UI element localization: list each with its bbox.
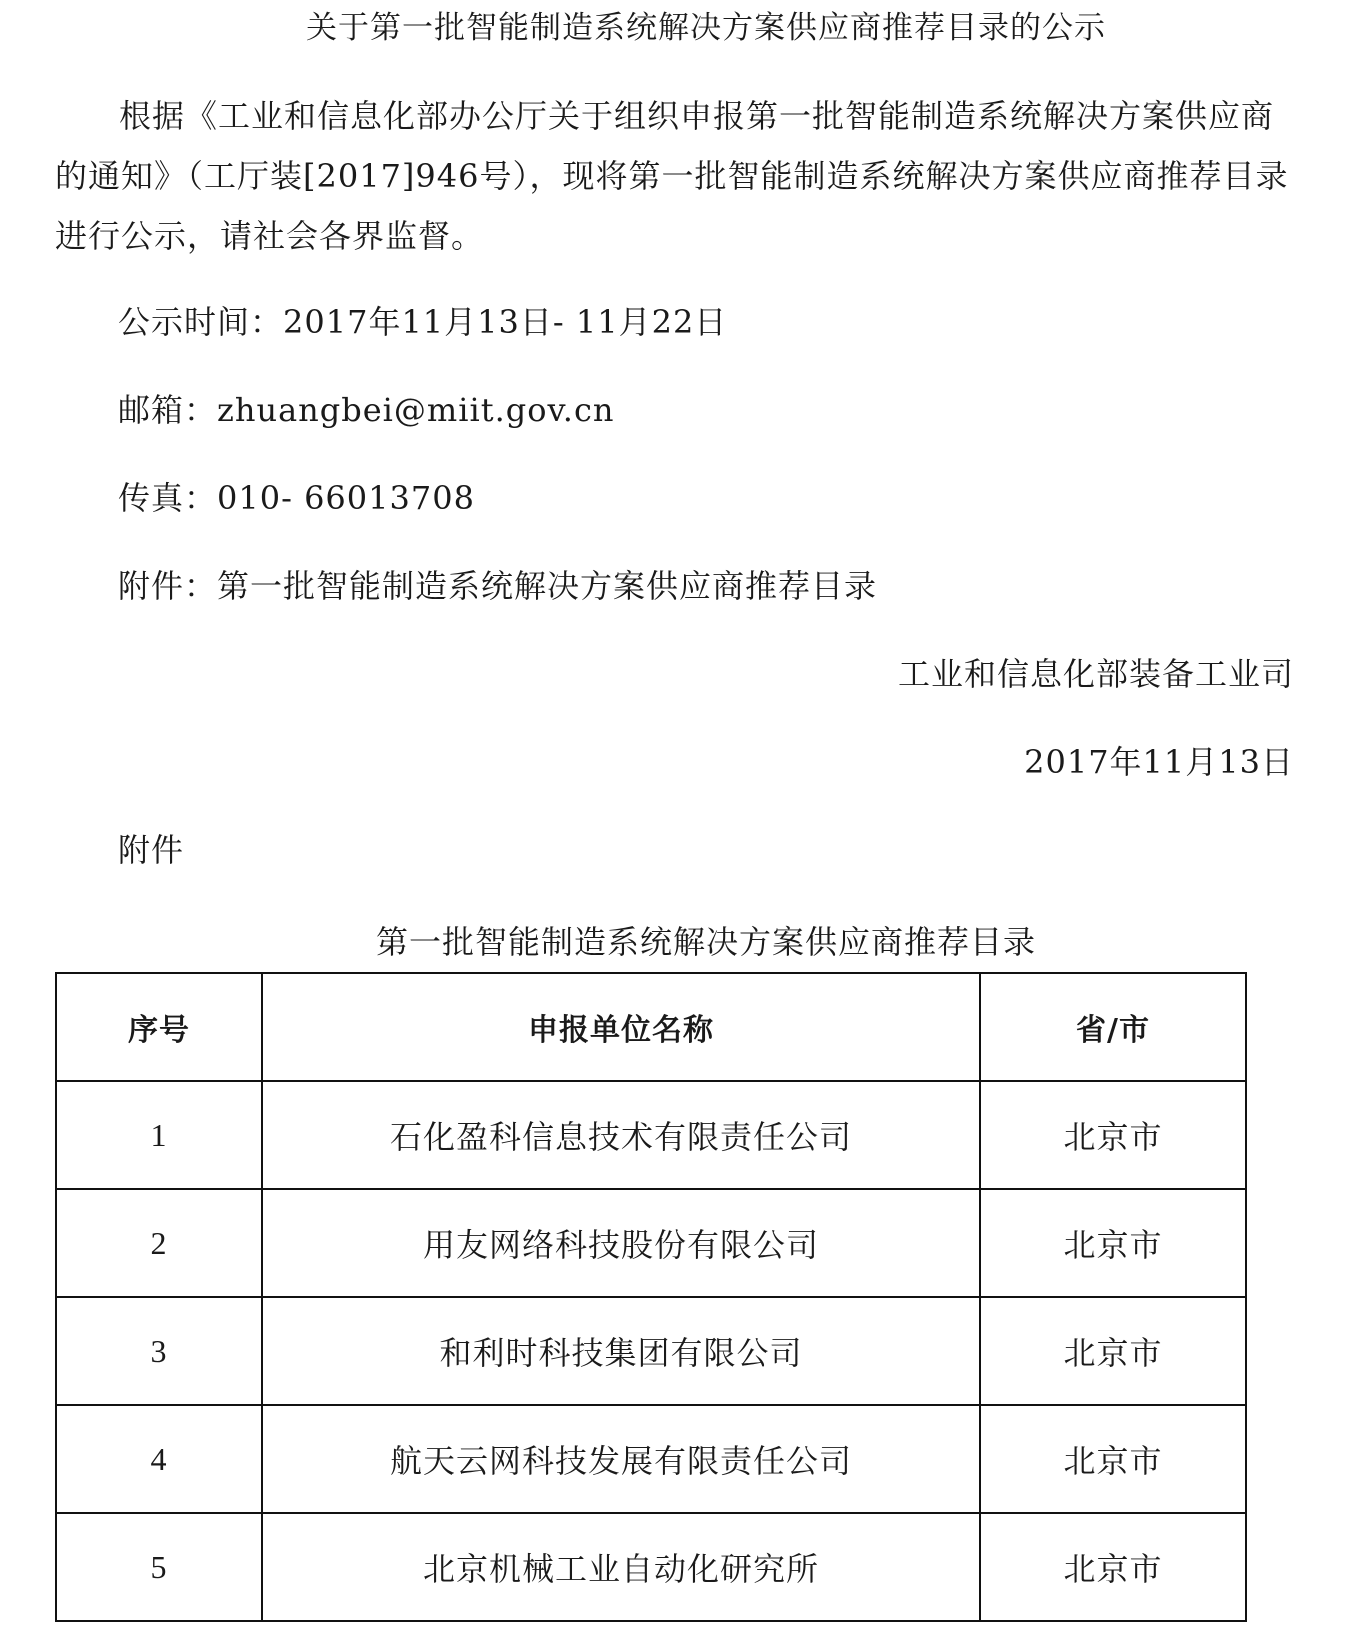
row-province-city: 北京市	[980, 1081, 1246, 1189]
row-index: 3	[56, 1297, 262, 1405]
header-index: 序号	[56, 973, 262, 1081]
fax-line: 传真：010- 66013708	[118, 479, 475, 517]
row-index: 5	[56, 1513, 262, 1621]
attachment-heading: 附件	[118, 831, 185, 869]
document-title: 关于第一批智能制造系统解决方案供应商推荐目录的公示	[306, 10, 1106, 46]
table-row	[56, 1189, 1246, 1297]
row-index: 2	[56, 1189, 262, 1297]
row-province-city: 北京市	[980, 1297, 1246, 1405]
table-row	[56, 1081, 1246, 1189]
row-company-name: 石化盈科信息技术有限责任公司	[262, 1081, 980, 1189]
row-index: 4	[56, 1405, 262, 1513]
signature-department: 工业和信息化部装备工业司	[897, 655, 1294, 693]
supplier-table	[55, 972, 1247, 1622]
table-header-row	[56, 973, 1246, 1081]
row-province-city: 北京市	[980, 1189, 1246, 1297]
row-company-name: 北京机械工业自动化研究所	[262, 1513, 980, 1621]
row-company-name: 用友网络科技股份有限公司	[262, 1189, 980, 1297]
row-index: 1	[56, 1081, 262, 1189]
row-company-name: 航天云网科技发展有限责任公司	[262, 1405, 980, 1513]
row-province-city: 北京市	[980, 1405, 1246, 1513]
row-province-city: 北京市	[980, 1513, 1246, 1621]
row-company-name: 和利时科技集团有限公司	[262, 1297, 980, 1405]
table-row	[56, 1297, 1246, 1405]
table-row	[56, 1405, 1246, 1513]
publicity-period: 公示时间：2017年11月13日- 11月22日	[118, 303, 728, 341]
signature-date: 2017年11月13日	[1024, 743, 1294, 781]
table-row	[56, 1513, 1246, 1621]
email-line: 邮箱：zhuangbei@miit.gov.cn	[118, 391, 615, 429]
attachment-line: 附件：第一批智能制造系统解决方案供应商推荐目录	[118, 567, 878, 605]
body-paragraph: 根据《工业和信息化部办公厅关于组织申报第一批智能制造系统解决方案供应商的通知》（工厅装[2017]946号），现将第一批智能制造系统解决方案供应商推荐目录进行公示，请社会各界监督。	[55, 97, 1289, 255]
header-province-city: 省/市	[980, 973, 1246, 1081]
header-company-name: 申报单位名称	[262, 973, 980, 1081]
table-title: 第一批智能制造系统解决方案供应商推荐目录	[375, 923, 1036, 961]
